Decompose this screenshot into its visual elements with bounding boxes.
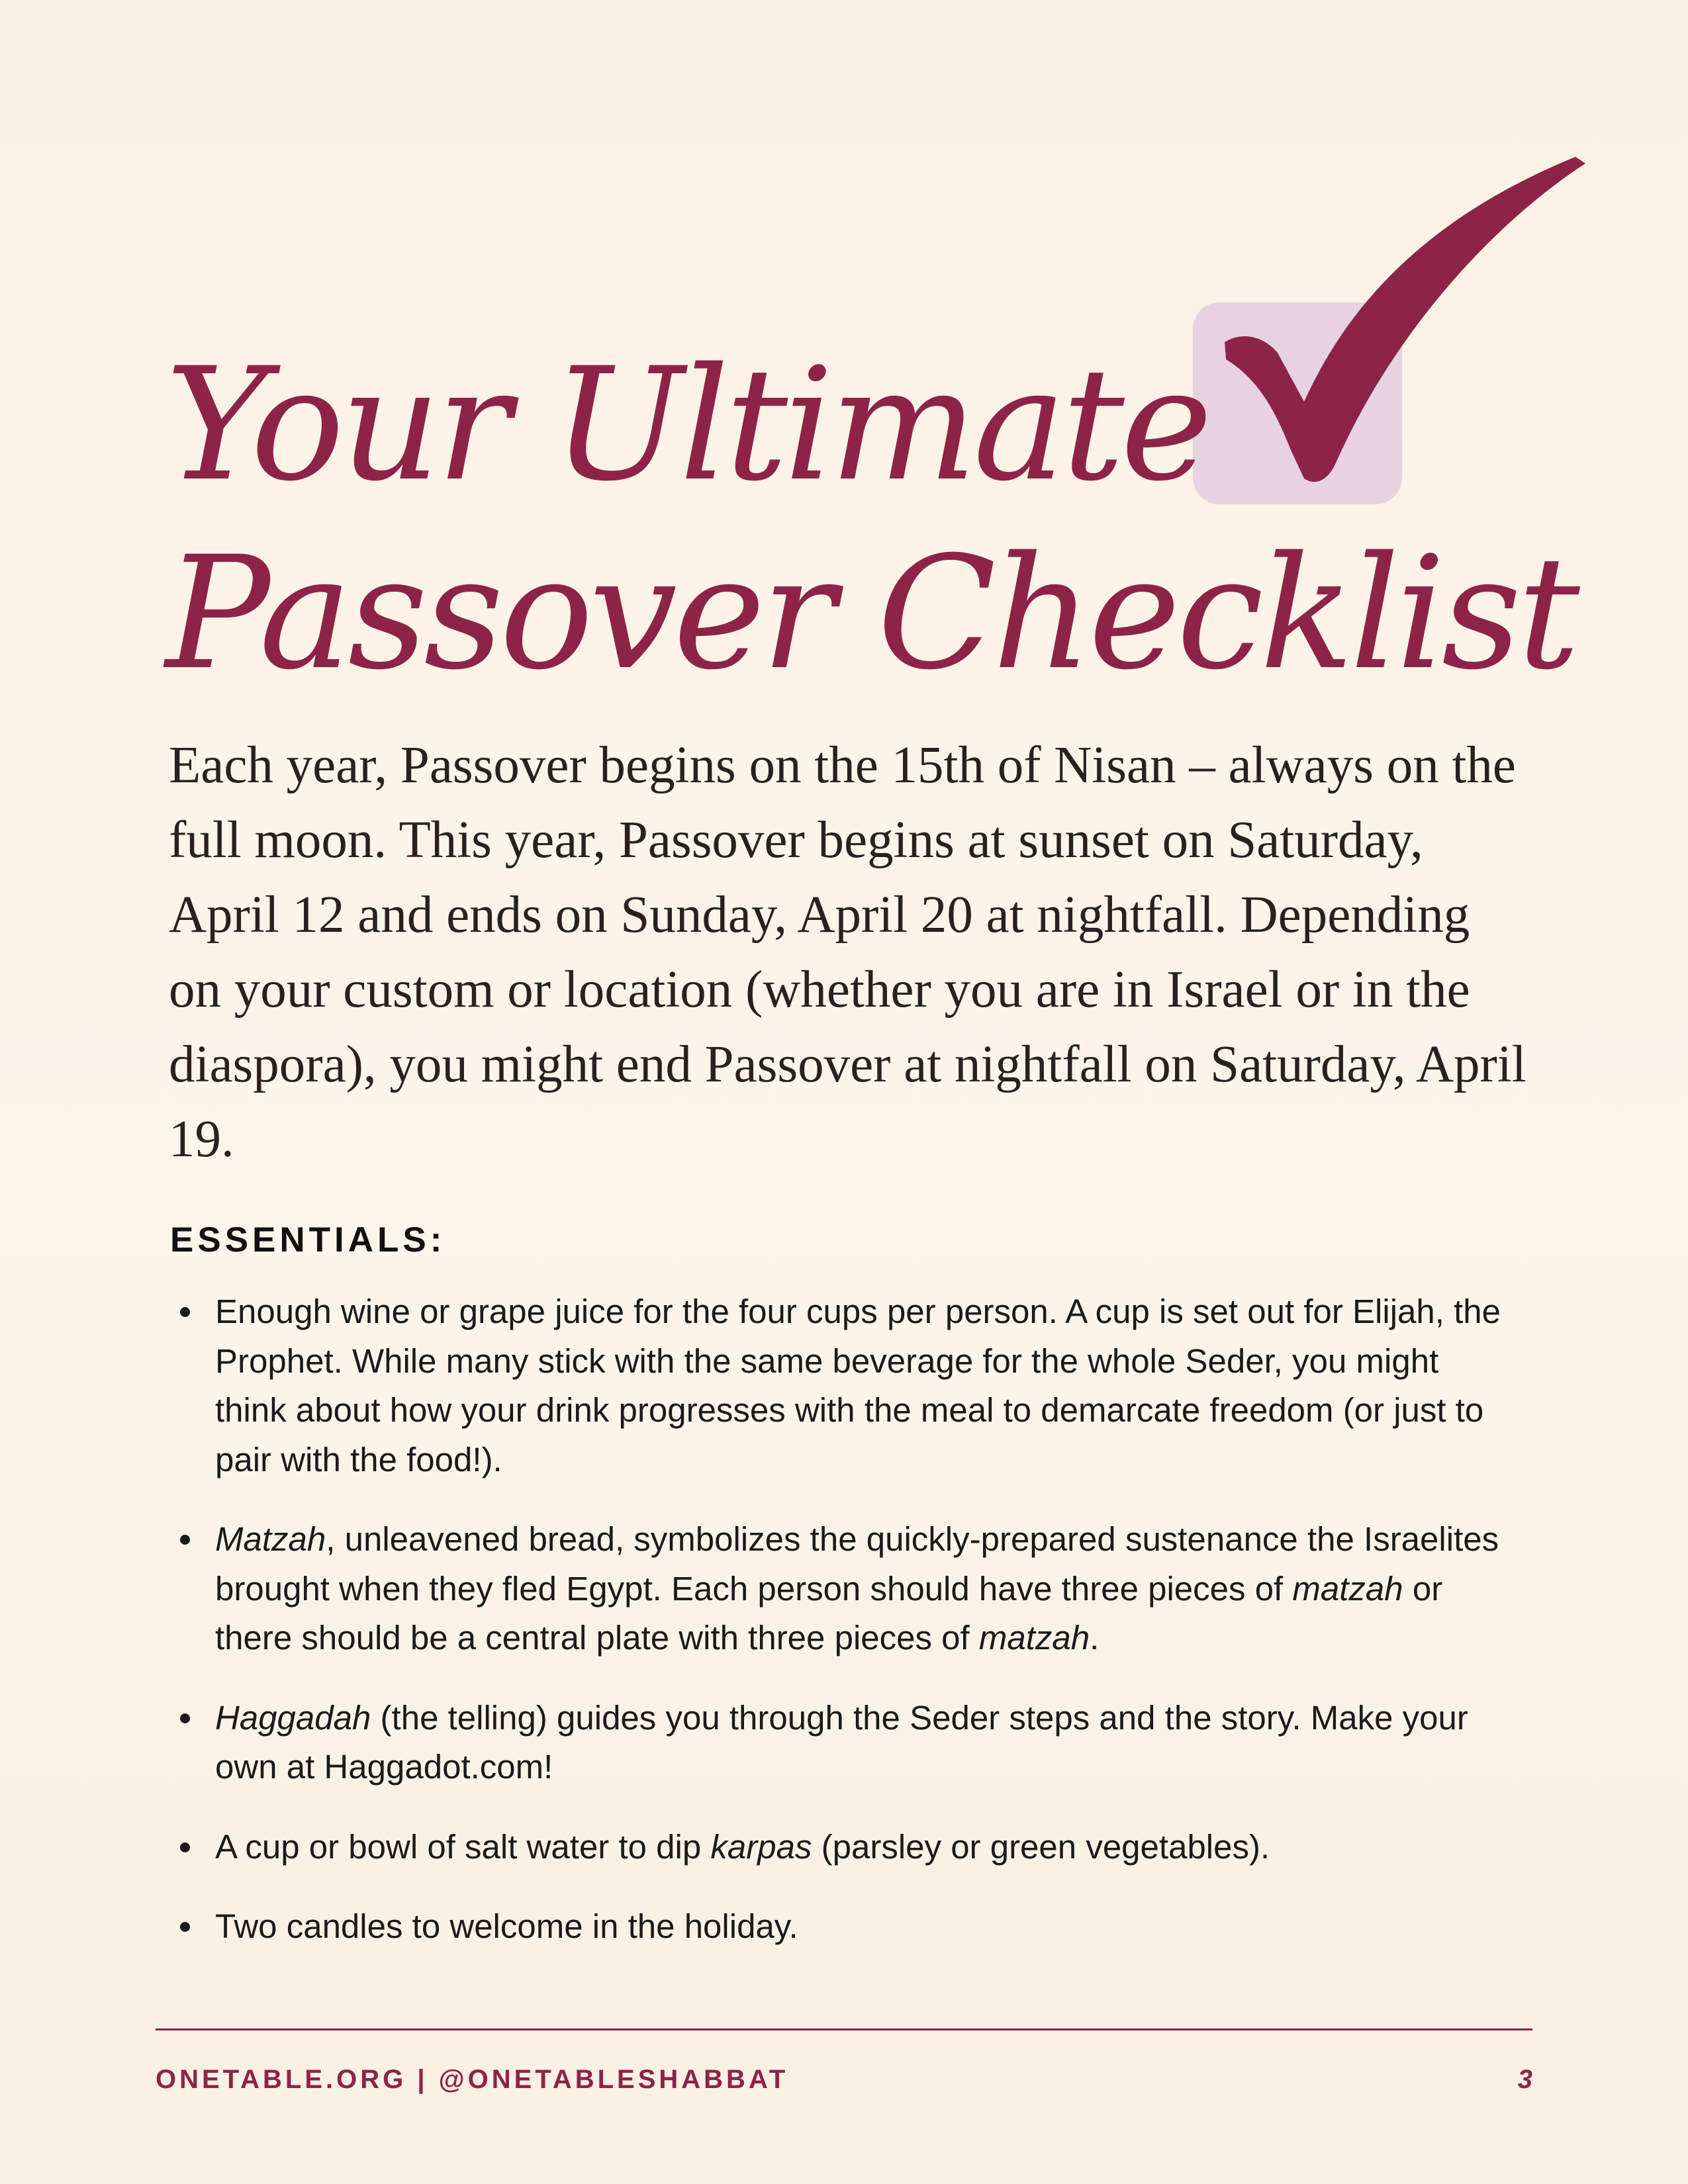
footer-site-link[interactable]: ONETABLE.ORG | @ONETABLESHABBAT [156, 2065, 789, 2094]
page-number: 3 [1517, 2065, 1532, 2094]
list-item-text: or there should be a central plate with three pieces of [215, 1569, 1443, 1657]
list-item [169, 1823, 1519, 1872]
essentials-heading: ESSENTIALS: [170, 1220, 446, 1259]
list-item-text: (parsley or green vegetables). [812, 1827, 1270, 1866]
bullet-icon [180, 1922, 190, 1932]
list-item-text: Enough wine or grape juice for the four cups per person. A cup is set out for Elijah, the Prophet. While many stick with the same beverage for the whole Seder, you might think about how your drink progresses with the meal to demarcate freedom (or just to pair with the food!). [215, 1293, 1501, 1479]
list-item [169, 1902, 1519, 1952]
list-item-text: , unleavened bread, symbolizes the quickly-prepared sustenance the Israelites brought when they fled Egypt. Each person should have three pieces of [215, 1520, 1499, 1608]
essentials-list [169, 1287, 1519, 1982]
footer-divider [156, 2028, 1532, 2030]
bullet-icon [180, 1843, 190, 1852]
list-item-text: . [1090, 1619, 1100, 1657]
italic-term: Matzah [215, 1520, 326, 1558]
italic-term: matzah [1292, 1569, 1403, 1608]
page-title [165, 331, 1576, 708]
list-item-text: A cup or bowl of salt water to dip [215, 1827, 711, 1866]
bullet-icon [180, 1713, 190, 1723]
title-line-1: Your Ultimate [165, 335, 1209, 516]
italic-term: Haggadah [215, 1698, 371, 1737]
intro-paragraph: Each year, Passover begins on the 15th of Nisan – always on the full moon. This year, Passover begins at sunset on Saturday, April 12 and ends on Sunday, April 20 at nightfall. Depending on your custom or location (whether you are in Israel or in the diaspora), you might end Passover at nightfall on Saturday, April 19. [169, 737, 1526, 1168]
list-item-text: Two candles to welcome in the holiday. [215, 1907, 798, 1945]
list-item-text: (the telling) guides you through the Seder steps and the story. Make your own at Haggadot.com! [215, 1698, 1468, 1786]
title-line-2: Passover Checklist [165, 523, 1576, 704]
bullet-icon [180, 1535, 190, 1545]
bullet-icon [180, 1307, 190, 1317]
italic-term: karpas [710, 1827, 812, 1866]
italic-term: matzah [978, 1619, 1090, 1657]
list-item [169, 1515, 1519, 1663]
list-item [169, 1287, 1519, 1484]
list-item [169, 1694, 1519, 1792]
